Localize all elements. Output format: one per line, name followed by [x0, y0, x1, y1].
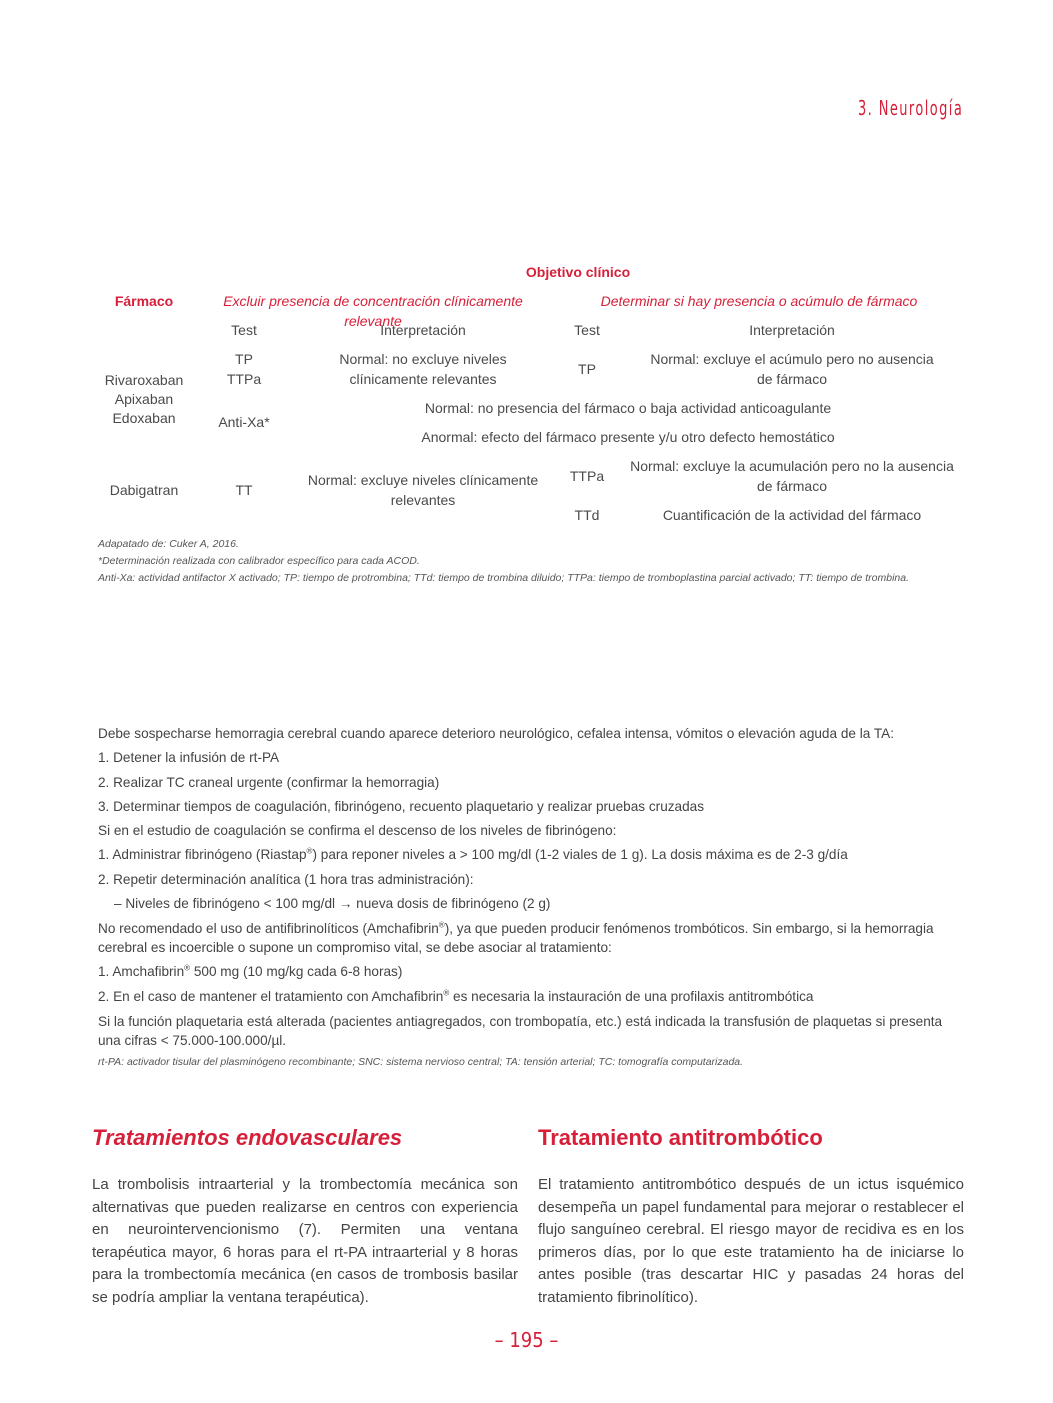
text-part: 1. Administrar fibrinógeno (Riastap	[98, 847, 307, 863]
text-part: No recomendado el uso de antifibrinolíticos (Amchafibrin	[98, 921, 439, 937]
test-name: TP	[578, 361, 596, 377]
footnote: Adapatado de: Cuker A, 2016.	[98, 538, 239, 550]
drug-name: Rivaroxaban	[104, 372, 184, 388]
fibrinogen-step	[98, 843, 960, 867]
test-name: TT	[235, 482, 253, 498]
test-name: TTd	[574, 507, 600, 523]
drug-name: Edoxaban	[112, 410, 176, 426]
amchafibrin-step	[98, 985, 960, 1009]
interpretation-text: Normal: excluye la acumulación pero no la ausencia	[630, 458, 954, 474]
interpretation-text: clínicamente relevantes	[349, 371, 497, 387]
registered-mark: ®	[438, 920, 445, 930]
footnote: Anti-Xa: actividad antifactor X activado; TP: tiempo de protrombina; TTd: tiempo de trombina diluido; TTPa: tiempo de tromboplastina parcial activado; TT: tiempo de trombina.	[98, 572, 910, 584]
protocol-step: 3. Determinar tiempos de coagulación, fibrinógeno, recuento plaquetario y realizar pruebas cruzadas	[98, 798, 705, 814]
interpretation-text: Normal: no presencia del fármaco o baja actividad anticoagulante	[424, 400, 832, 416]
registered-mark: ®	[306, 846, 313, 856]
determine-column-header: Determinar si hay presencia o acúmulo de fármaco	[600, 293, 918, 309]
fibrinogen-substep: – Niveles de fibrinógeno < 100 mg/dl → nueva dosis de fibrinógeno (2 g)	[114, 896, 551, 912]
page-number: – 195 –	[494, 1328, 559, 1352]
text-part: 2. En el caso de mantener el tratamiento con Amchafibrin	[98, 988, 444, 1004]
interpretation-text: Normal: excluye el acúmulo pero no ausencia	[650, 351, 934, 367]
text-part: 1. Amchafibrin	[98, 964, 185, 980]
test-name: Anti-Xa*	[218, 414, 270, 430]
test-name: TTPa	[569, 468, 605, 484]
test-subheader: Test	[574, 322, 600, 338]
text-part: ) para reponer niveles a > 100 mg/dl (1-2 viales de 1 g). La dosis máxima es de 2-3 g/día	[312, 847, 848, 863]
drug-name: Dabigatran	[109, 482, 179, 498]
hemorrhage-protocol	[98, 722, 960, 1071]
text-part: ), ya que pueden producir fenómenos trombóticos. Sin embargo, si la hemorragia cerebral es incoercible o supone un compromiso vital, se debe asociar al tratamiento:	[98, 921, 934, 956]
abbreviations: rt-PA: activador tisular del plasminógeno recombinante; SNC: sistema nervioso central; TA: tensión arterial; TC: tomografía computarizada.	[98, 1055, 744, 1068]
registered-mark: ®	[184, 963, 191, 973]
antithrombotic-section	[538, 1124, 964, 1310]
footnote: *Determinación realizada con calibrador específico para cada ACOD.	[98, 555, 420, 567]
text-part: es necesaria la instauración de una profilaxis antitrombótica	[449, 988, 814, 1004]
objective-header: Objetivo clínico	[525, 264, 631, 280]
protocol-intro: Debe sospecharse hemorragia cerebral cuando aparece deterioro neurológico, cefalea intensa, vómitos o elevación aguda de la TA:	[98, 726, 894, 741]
drug-column-header: Fármaco	[114, 293, 174, 309]
text-part: 500 mg (10 mg/kg cada 6-8 horas)	[190, 964, 403, 980]
section-text: El tratamiento antitrombótico después de un ictus isquémico desempeña un papel fundamental para mejorar o restablecer el flujo sanguíneo cerebral. El riesgo mayor de recidiva es en los primeros días, por lo que este tratamiento ha de iniciarse lo antes posible (tras descartar HIC y pasadas 24 horas del tratamiento fibrinolítico).	[538, 1176, 964, 1306]
fibrinogen-step: 2. Repetir determinación analítica (1 hora tras administración):	[98, 871, 474, 887]
protocol-step: 2. Realizar TC craneal urgente (confirmar la hemorragia)	[98, 774, 440, 790]
registered-mark: ®	[443, 988, 450, 998]
chapter-title: 3. Neurología	[857, 96, 963, 120]
interpretation-subheader: Interpretación	[380, 322, 466, 338]
section-text: La trombolisis intraarterial y la trombectomía mecánica son alternativas que pueden realizarse en centros con experiencia en neurointervencionismo (7). Permiten una ventana terapéutica mayor, 6 horas para el rt-PA intraarterial y 8 horas para la trombectomía mecánica (en casos de trombosis basilar se podría ampliar la ventana terapéutica).	[92, 1176, 518, 1306]
interpretation-subheader: Interpretación	[749, 322, 835, 338]
platelet-note: Si la función plaquetaria está alterada (pacientes antiagregados, con trombopatía, etc.) está indicada la transfusión de plaquetas si presenta una cifras < 75.000-100.000/µl.	[98, 1013, 943, 1048]
test-name: TP	[235, 351, 253, 367]
drug-name: Apixaban	[114, 391, 174, 407]
amchafibrin-step	[98, 960, 960, 984]
test-name: TTPa	[226, 371, 262, 387]
section-title: Tratamiento antitrombótico	[538, 1125, 823, 1150]
endovascular-section	[92, 1124, 518, 1310]
interpretation-text: Cuantificación de la actividad del fármaco	[662, 507, 922, 523]
test-subheader: Test	[231, 322, 257, 338]
antifibrinolytic-note	[98, 919, 960, 957]
exclude-column-header: Excluir presencia de concentración clínicamente relevante	[223, 293, 523, 329]
interpretation-text: de fármaco	[756, 371, 828, 387]
interpretation-text: Anormal: efecto del fármaco presente y/u otro defecto hemostático	[421, 429, 835, 445]
interpretation-text: relevantes	[390, 492, 456, 508]
interpretation-text: Normal: excluye niveles clínicamente	[307, 472, 539, 488]
interpretation-text: Normal: no excluye niveles	[339, 351, 507, 367]
section-title: Tratamientos endovasculares	[92, 1125, 403, 1150]
coagulation-intro: Si en el estudio de coagulación se confirma el descenso de los niveles de fibrinógeno:	[98, 823, 617, 839]
table-footnotes	[98, 536, 960, 587]
interpretation-text: de fármaco	[756, 478, 828, 494]
protocol-step: 1. Detener la infusión de rt-PA	[98, 750, 280, 766]
